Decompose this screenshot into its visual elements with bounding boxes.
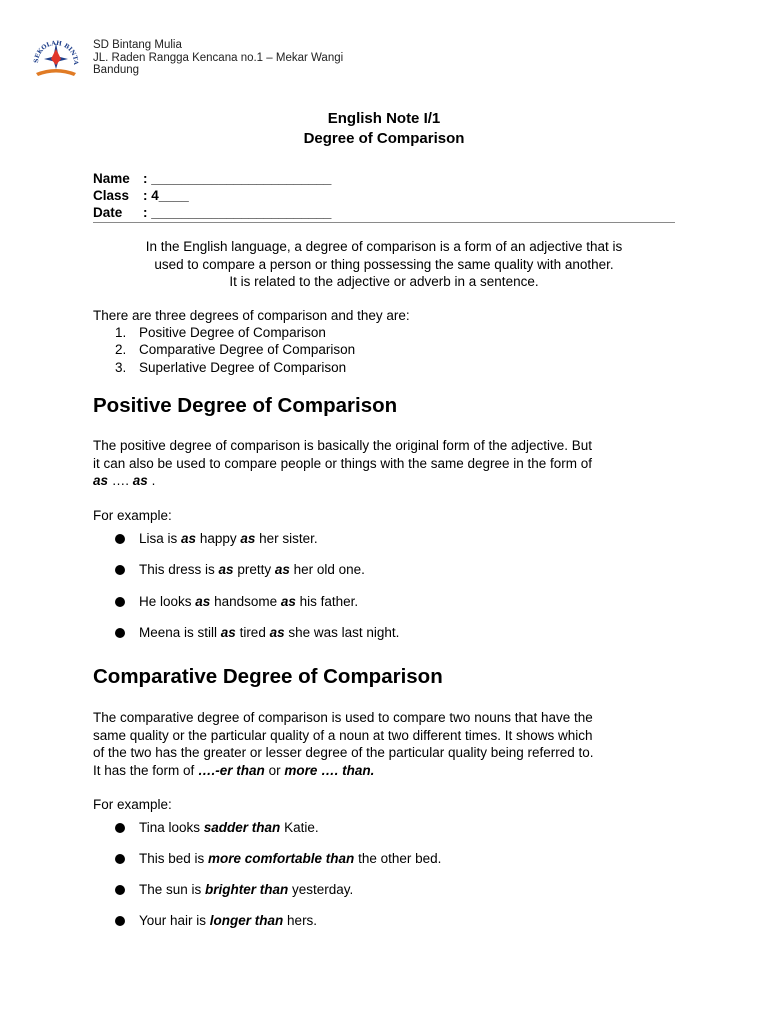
text: hers. (283, 913, 318, 928)
text: or (264, 762, 285, 778)
example-item (115, 913, 317, 928)
list-item (115, 342, 355, 357)
text: Meena is still (139, 625, 221, 640)
text: . (147, 473, 156, 488)
list-number: 3. (115, 360, 127, 375)
intro-paragraph (80, 238, 688, 291)
comparative-heading: Comparative Degree of Comparison (93, 665, 443, 688)
example-item (115, 625, 399, 640)
list-text: Superlative Degree of Comparison (139, 360, 347, 375)
intro-line: used to compare a person or thing possessing the same quality with another. (154, 256, 614, 272)
bullet-icon (115, 916, 125, 926)
date-field (93, 205, 331, 220)
emphasis: as (240, 531, 256, 546)
text: …. (108, 473, 133, 488)
paragraph-line (93, 762, 673, 780)
emphasis: as (269, 625, 285, 640)
text: Tina looks (139, 820, 204, 835)
name-label: Name (93, 171, 130, 186)
emphasis: as (181, 531, 197, 546)
bullet-icon (115, 823, 125, 833)
class-field (93, 188, 189, 203)
emphasis: as (280, 594, 296, 609)
example-item (115, 820, 319, 835)
text: The sun is (139, 882, 206, 897)
name-field (93, 171, 331, 186)
example-item (115, 851, 441, 866)
list-number: 2. (115, 342, 127, 357)
text: happy (196, 531, 241, 546)
text: It has the form of (93, 762, 199, 778)
school-address: JL. Raden Rangga Kencana no.1 – Mekar Wangi (93, 51, 344, 64)
emphasis: longer than (209, 913, 284, 928)
paragraph-line (93, 472, 673, 490)
class-value: : 4____ (143, 188, 189, 203)
bullet-icon (115, 597, 125, 607)
for-example-label: For example: (93, 797, 172, 812)
example-item (115, 594, 358, 609)
list-text: Comparative Degree of Comparison (139, 342, 356, 357)
text: her sister. (255, 531, 318, 546)
school-address-block (93, 39, 343, 77)
name-value: : ________________________ (143, 171, 332, 186)
intro-line: In the English language, a degree of comparison is a form of an adjective that is (145, 239, 623, 254)
bullet-icon (115, 565, 125, 575)
emphasis: more comfortable than (208, 851, 355, 866)
text: yesterday. (288, 882, 354, 897)
emphasis: as (220, 625, 236, 640)
comparative-paragraph (93, 709, 673, 779)
text: tired (235, 625, 270, 640)
school-name: SD Bintang Mulia (93, 39, 182, 51)
emphasis: brighter than (205, 882, 289, 897)
document-title: English Note I/1 (327, 110, 441, 127)
text: she was last night. (284, 625, 400, 640)
example-item (115, 531, 318, 546)
emphasis: ….-er than (198, 762, 265, 778)
positive-paragraph (93, 437, 673, 490)
emphasis: sadder than (203, 820, 281, 835)
class-label: Class (93, 188, 130, 203)
degrees-lead: There are three degrees of comparison and they are: (93, 308, 410, 323)
example-item (115, 882, 353, 897)
emphasis: as (132, 473, 148, 488)
text: Your hair is (139, 913, 210, 928)
text: Lisa is (139, 531, 182, 546)
text: Katie. (280, 820, 319, 835)
example-item (115, 562, 365, 577)
emphasis: as (195, 594, 211, 609)
text: the other bed. (354, 851, 442, 866)
text: handsome (210, 594, 281, 609)
school-city: Bandung (93, 64, 140, 76)
text: pretty (233, 562, 275, 577)
divider (93, 222, 675, 223)
logo-text: SEKOLAH BINTA (32, 39, 80, 65)
bullet-icon (115, 854, 125, 864)
emphasis: as (274, 562, 290, 577)
for-example-label: For example: (93, 508, 172, 523)
date-value: : ________________________ (143, 205, 332, 220)
bullet-icon (115, 885, 125, 895)
document-subtitle: Degree of Comparison (303, 130, 465, 147)
paragraph-line: same quality or the particular quality of a noun at two different times. It shows which (93, 727, 593, 743)
intro-line: It is related to the adjective or adverb in a sentence. (229, 274, 539, 289)
list-text: Positive Degree of Comparison (139, 325, 326, 340)
paragraph-line: it can also be used to compare people or things with the same degree in the form of (93, 455, 593, 471)
bullet-icon (115, 534, 125, 544)
list-item (115, 360, 346, 375)
emphasis: more …. than. (284, 762, 375, 778)
paragraph-line: The comparative degree of comparison is used to compare two nouns that have the (93, 710, 593, 725)
emphasis: as (93, 473, 109, 488)
text: This dress is (139, 562, 219, 577)
text: He looks (139, 594, 196, 609)
text: her old one. (289, 562, 365, 577)
emphasis: as (218, 562, 234, 577)
list-item (115, 325, 326, 340)
positive-heading: Positive Degree of Comparison (93, 394, 398, 417)
text: This bed is (139, 851, 209, 866)
school-logo (30, 35, 82, 81)
paragraph-line: of the two has the greater or lesser degree of the particular quality being referred to. (93, 745, 594, 760)
paragraph-line: The positive degree of comparison is basically the original form of the adjective. But (93, 438, 593, 453)
bullet-icon (115, 628, 125, 638)
text: his father. (295, 594, 359, 609)
list-number: 1. (115, 325, 127, 340)
date-label: Date (93, 205, 123, 220)
